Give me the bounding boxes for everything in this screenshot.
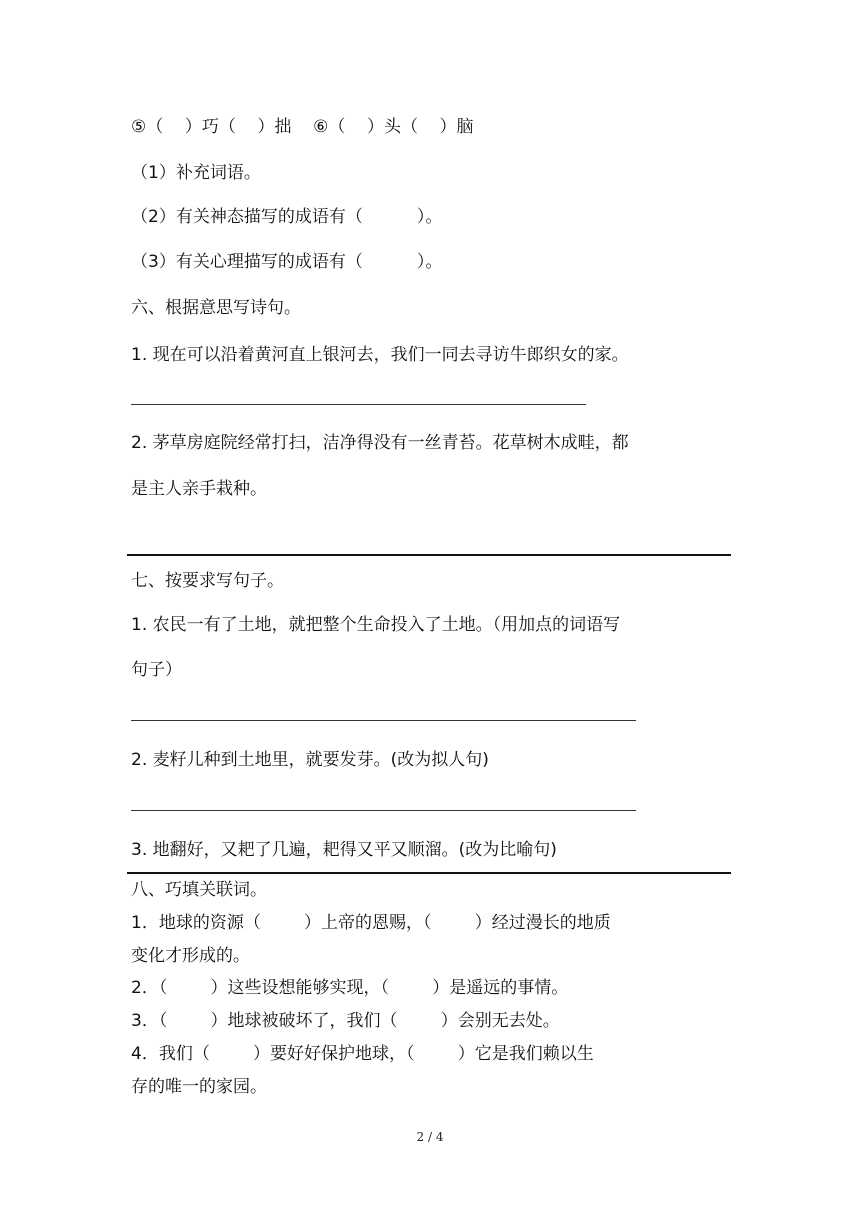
divider-rule-1 bbox=[127, 554, 731, 556]
question-5-1: （1）补充词语。 bbox=[131, 163, 261, 183]
section-7-heading: 七、按要求写句子。 bbox=[131, 571, 284, 591]
question-8-3: 3．（ ）地球被破坏了，我们（ ）会别无去处。 bbox=[131, 1011, 560, 1031]
question-8-1-line1: 1．地球的资源（ ）上帝的恩赐，（ ）经过漫长的地质 bbox=[131, 913, 611, 933]
question-7-3: 3. 地翻好，又耙了几遍，耙得又平又顺溜。(改为比喻句) bbox=[131, 840, 557, 860]
question-6-1: 1. 现在可以沿着黄河直上银河去，我们一同去寻访牛郎织女的家。 bbox=[131, 345, 629, 365]
question-7-1-line1: 1. 农民一有了土地，就把整个生命投入了土地。（用加点的词语写 bbox=[131, 615, 621, 635]
page-number: 2 / 4 bbox=[416, 1130, 444, 1144]
question-5-3: （3）有关心理描写的成语有（ ）。 bbox=[131, 252, 443, 272]
question-8-1-line2: 变化才形成的。 bbox=[131, 946, 250, 966]
answer-line-7-1 bbox=[131, 720, 636, 721]
question-7-1-line2: 句子） bbox=[131, 660, 182, 680]
question-6-2-line2: 是主人亲手栽种。 bbox=[131, 479, 267, 499]
question-8-4-line1: 4．我们（ ）要好好保护地球，（ ）它是我们赖以生 bbox=[131, 1044, 594, 1064]
question-6-2-line1: 2. 茅草房庭院经常打扫，洁净得没有一丝青苔。花草树木成畦，都 bbox=[131, 433, 629, 453]
section-6-heading: 六、根据意思写诗句。 bbox=[131, 298, 301, 318]
question-8-2: 2．（ ）这些设想能够实现，（ ）是遥远的事情。 bbox=[131, 978, 569, 998]
section-8-heading: 八、巧填关联词。 bbox=[131, 880, 267, 900]
answer-line-7-2 bbox=[131, 810, 636, 811]
answer-line-6-1 bbox=[131, 404, 586, 405]
question-8-4-line2: 存的唯一的家园。 bbox=[131, 1077, 267, 1097]
question-5-2: （2）有关神态描写的成语有（ ）。 bbox=[131, 207, 443, 227]
idiom-fill-row: ⑤（ ）巧（ ）拙 ⑥（ ）头（ ）脑 bbox=[131, 117, 474, 137]
question-7-2: 2. 麦籽儿种到土地里，就要发芽。(改为拟人句) bbox=[131, 750, 489, 770]
divider-rule-2 bbox=[127, 872, 731, 874]
